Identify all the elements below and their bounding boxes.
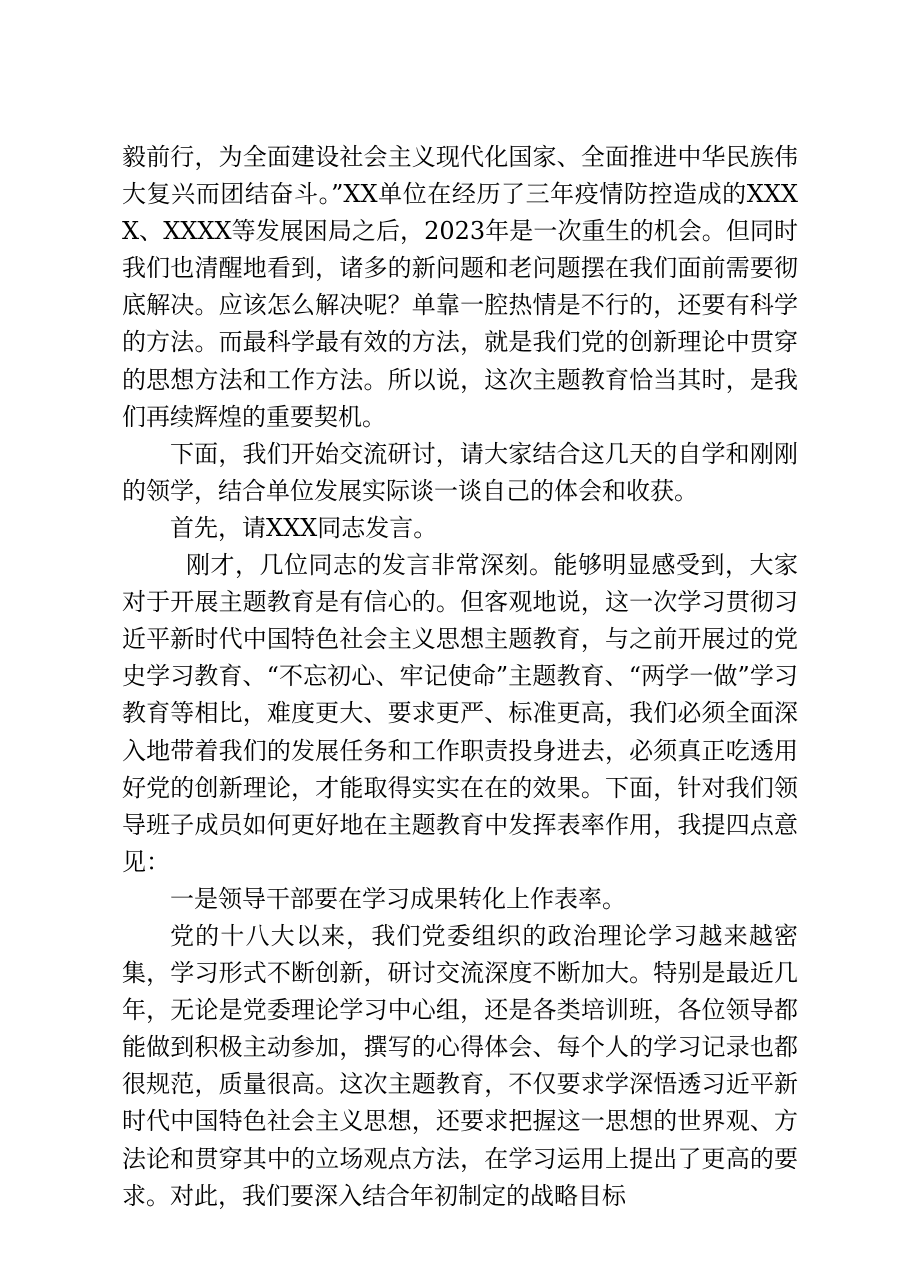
- paragraph-discussion-intro: 下面，我们开始交流研讨，请大家结合这几天的自学和刚刚的领学，结合单位发展实际谈一谈自己的体会和收获。: [122, 439, 798, 505]
- paragraph-summary-remarks: 刚才，几位同志的发言非常深刻。能够明显感受到，大家对于开展主题教育是有信心的。但客观地说，这一次学习贯彻习近平新时代中国特色社会主义思想主题教育，与之前开展过的党史学习教育、“不忘初心、牢记使命”主题教育、“两学一做”学习教育等相比，难度更大、要求更严、标准更高，我们必须全面深入地带着我们的发展任务和工作职责投身进去，必须真正吃透用好党的创新理论，才能取得实实在在的效果。下面，针对我们领导班子成员如何更好地在主题教育中发挥表率作用，我提四点意见：: [122, 551, 798, 876]
- paragraph-point-one-heading: 一是领导干部要在学习成果转化上作表率。: [170, 884, 626, 913]
- paragraph-point-one-body: 党的十八大以来，我们党委组织的政治理论学习越来越密集，学习形式不断创新，研讨交流深度不断加大。特别是最近几年，无论是党委理论学习中心组，还是各类培训班，各位领导都能做到积极主动参加，撰写的心得体会、每个人的学习记录也都很规范，质量很高。这次主题教育，不仅要求学深悟透习近平新时代中国特色社会主义思想，还要求把握这一思想的世界观、方法论和贯穿其中的立场观点方法，在学习运用上提出了更高的要求。对此，我们要深入结合年初制定的战略目标: [122, 921, 798, 1210]
- document-body: [122, 139, 798, 1215]
- paragraph-first-speaker: 首先，请XXX同志发言。: [170, 513, 438, 542]
- paragraph-continuation: 毅前行，为全面建设社会主义现代化国家、全面推进中华民族伟大复兴而团结奋斗。”XX单位在经历了三年疫情防控造成的XXXX、XXXX等发展困局之后，2023年是一次重生的机会。但同时我们也清醒地看到，诸多的新问题和老问题摆在我们面前需要彻底解决。应该怎么解决呢？单靠一腔热情是不行的，还要有科学的方法。而最科学最有效的方法，就是我们党的创新理论中贯穿的思想方法和工作方法。所以说，这次主题教育恰当其时，是我们再续辉煌的重要契机。: [122, 143, 798, 431]
